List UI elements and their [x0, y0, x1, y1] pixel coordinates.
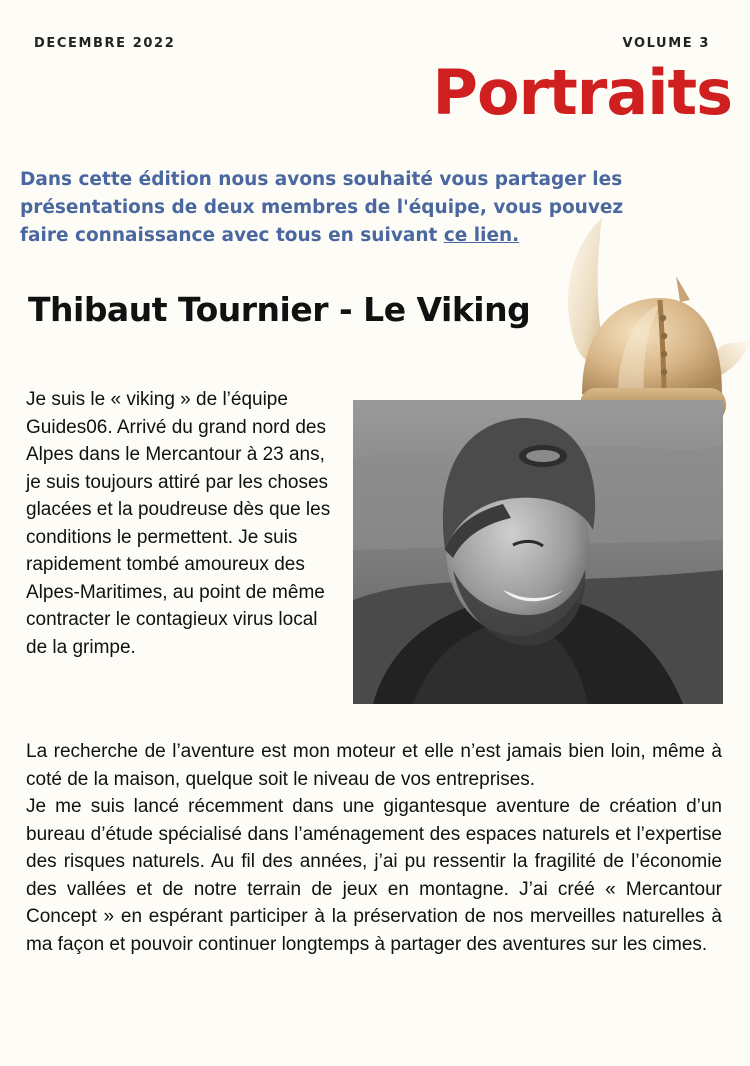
portrait-photo — [353, 400, 723, 704]
bio-intro-paragraph: Je suis le « viking » de l’équipe Guides06. Arrivé du grand nord des Alpes dans le Mercantour à 23 ans, je suis toujours attiré par les choses glacées et la poudreuse dès que les conditions le permettent. Je suis rapidement tombé amoureux des Alpes-Maritimes, au point de même contracter le contagieux virus local de la grimpe. — [26, 389, 331, 658]
intro-text: Dans cette édition nous avons souhaité vous partager les présentations de deux membres de l'équipe, vous pouvez faire connaissance avec tous en suivant — [20, 169, 624, 246]
portrait-name: Thibaut Tournier - Le Viking — [28, 290, 531, 329]
bio-paragraph-project: Je me suis lancé récemment dans une gigantesque aventure de création d’un bureau d’étude spécialisé dans l’aménagement des espaces naturels et l’expertise des risques naturels. Au fil des années, j’ai pu ressentir la fragilité de l’économie des vallées et de notre terrain de jeux en montagne. J’ai créé « Mercantour Concept » en espérant participer à la préservation de nos merveilles naturelles à ma façon et pouvoir continuer longtemps à partager des aventures sur les cimes. — [26, 796, 722, 955]
issue-date: DECEMBRE 2022 — [34, 36, 176, 51]
issue-volume: VOLUME 3 — [622, 36, 710, 51]
intro-link[interactable]: ce lien. — [443, 225, 520, 246]
bio-main-text — [26, 738, 722, 958]
bio-paragraph-adventure: La recherche de l’aventure est mon moteur et elle n’est jamais bien loin, même à coté de la maison, quelque soit le niveau de vos entreprises. — [26, 741, 722, 790]
page-title: Portraits — [432, 56, 732, 129]
